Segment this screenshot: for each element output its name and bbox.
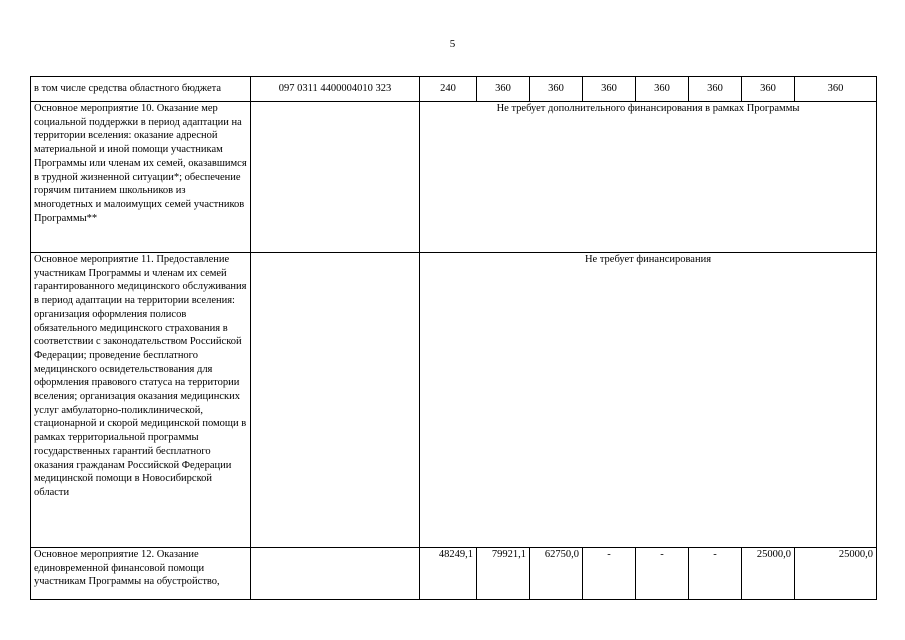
value-cell: 48249,1 <box>420 548 477 600</box>
budget-code <box>251 253 420 548</box>
row-label: Основное мероприятие 10. Оказание мер социальной поддержки в период адаптации на территории вселения: оказание адресной материальной и иной помощи участникам Программы или членам их семей, оказавшимся в трудной жизненной ситуации*; обеспечение горячим питанием школьников из многодетных и малоимущих семей участников Программы** <box>31 102 251 253</box>
value-cell: 360 <box>583 77 636 102</box>
budget-code <box>251 548 420 600</box>
budget-code: 097 0311 4400004010 323 <box>251 77 420 102</box>
table-row <box>31 548 877 600</box>
value-cell: 360 <box>530 77 583 102</box>
program-financing-table <box>30 76 877 600</box>
value-cell: - <box>636 548 689 600</box>
table-row <box>31 102 877 253</box>
table-row <box>31 253 877 548</box>
value-cell: 240 <box>420 77 477 102</box>
budget-code <box>251 102 420 253</box>
row-label: Основное мероприятие 12. Оказание единовременной финансовой помощи участникам Программы на обустройство, <box>31 548 251 600</box>
table-row <box>31 77 877 102</box>
row-label: в том числе средства областного бюджета <box>31 77 251 102</box>
value-cell: 25000,0 <box>742 548 795 600</box>
value-cell: - <box>583 548 636 600</box>
value-cell: 360 <box>689 77 742 102</box>
page-number: 5 <box>449 38 456 50</box>
value-cell: 360 <box>477 77 530 102</box>
value-cell: 62750,0 <box>530 548 583 600</box>
value-cell: 25000,0 <box>795 548 877 600</box>
value-cell: 79921,1 <box>477 548 530 600</box>
value-cell: - <box>689 548 742 600</box>
value-cell: 360 <box>636 77 689 102</box>
financing-note: Не требует дополнительного финансирования в рамках Программы <box>420 102 877 253</box>
financing-note: Не требует финансирования <box>420 253 877 548</box>
row-label: Основное мероприятие 11. Предоставление участникам Программы и членам их семей гарантированного медицинского обслуживания в период адаптации на территории вселения: организация оформления полисов обязательного медицинского страхования в соответствии с законодательством Российской Федерации; проведение бесплатного медицинского освидетельствования для оформления правового статуса на территории вселения; организация оказания медицинских услуг амбулаторно-поликлинической, стационарной и скорой медицинской помощи в рамках территориальной программы государственных гарантий бесплатного оказания гражданам Российской Федерации медицинской помощи в Новосибирской области <box>31 253 251 548</box>
value-cell: 360 <box>795 77 877 102</box>
value-cell: 360 <box>742 77 795 102</box>
